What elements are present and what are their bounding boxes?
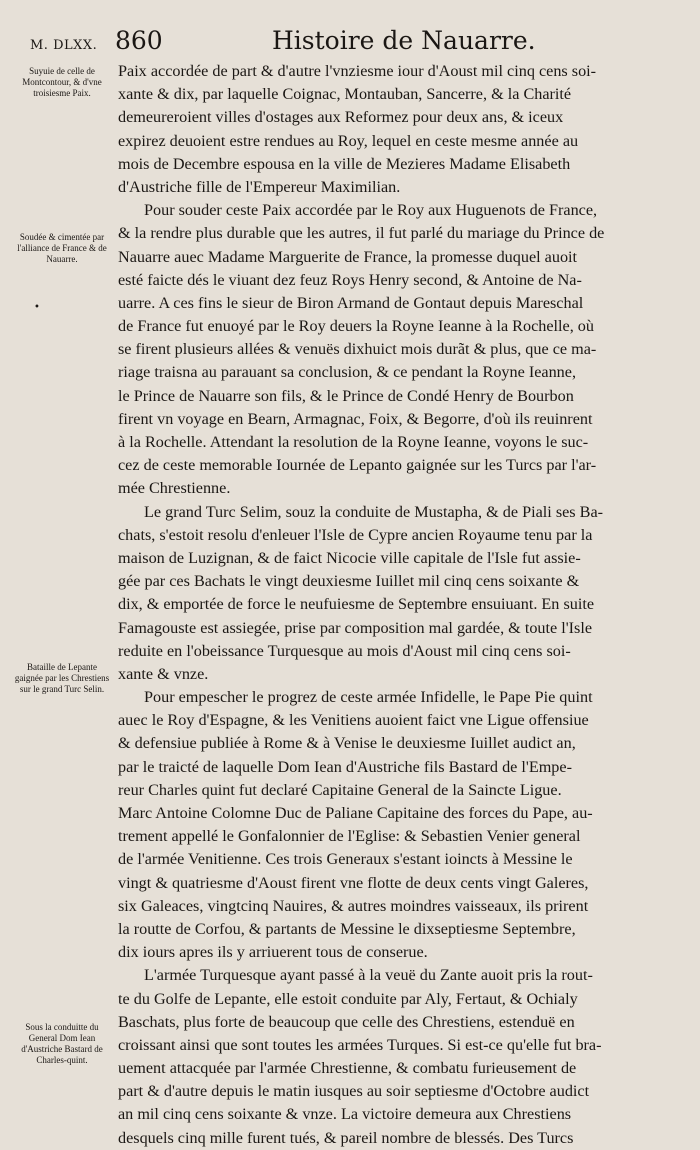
text-line: riage traisna au parauant sa conclusion, & ce pendant la Royne Ieanne, (118, 363, 577, 382)
main-text (118, 60, 700, 1150)
text-line: Marc Antoine Colomne Duc de Paliane Capitaine des forces du Pape, au- (118, 804, 593, 822)
text-line: expirez deuoient estre rendues au Roy, lequel en ceste mesme année au (118, 131, 579, 150)
text-line: Famagouste est assiegée, prise par composition mal gardée, & toute l'Isle (118, 618, 593, 637)
text-line: mois de Decembre espousa en la ville de Mezieres Madame Elisabeth (118, 154, 571, 173)
page-number: 860 (115, 26, 163, 55)
text-line: six Galeaces, vingtcinq Nauires, & autres moindres vaisseaux, ils prirent (118, 896, 589, 915)
running-title: Histoire de Nauarre. (272, 26, 536, 55)
sidenote-montcontour: Suyuie de celle de Montcontour, & d'vne troisiesme Paix. (22, 66, 102, 98)
text-line: xante & vnze. (118, 664, 209, 683)
text-line: mée Chrestienne. (118, 479, 231, 498)
text-line: firent vn voyage en Bearn, Armagnac, Foix, & Begorre, d'où ils reuinrent (118, 409, 593, 428)
text-line: trement appellé le Gonfalonnier de l'Eglise: & Sebastien Venier general (118, 827, 581, 846)
text-line: uarre. A ces fins le sieur de Biron Armand de Gontaut depuis Mareschal (118, 293, 584, 312)
text-line: & la rendre plus durable que les autres, il fut parlé du mariage du Prince de (118, 224, 605, 243)
sidenote-lepante: Bataille de Lepante gaignée par les Chrestiens sur le grand Turc Selin. (14, 662, 110, 694)
text-line: desquels cinq mille furent tués, & pareil nombre de blessés. Des Turcs (118, 1128, 574, 1147)
sidenote-dom-iean: Sous la conduitte du General Dom Iean d'Austriche Bastard de Charles-quint. (21, 1022, 103, 1065)
text-line: L'armée Turquesque ayant passé à la veuë du Zante auoit pris la rout- (144, 966, 593, 985)
text-line: dix, & emportée de force le neufuiesme de Septembre ensuiuant. En suite (118, 595, 595, 614)
sidenote-alliance: Soudée & cimentée par l'alliance de France & de Nauarre. (17, 232, 107, 264)
text-line: cez de ceste memorable Iournée de Lepanto gaignée sur les Turcs par l'ar- (118, 456, 597, 475)
text-line: an mil cinq cens soixante & vnze. La victoire demeura aux Chrestiens (118, 1105, 572, 1124)
text-line: gée par ces Bachats le vingt deuxiesme Iuillet mil cinq cens soixante & (118, 572, 580, 591)
text-line: Paix accordée de part & d'autre l'vnziesme iour d'Aoust mil cinq cens soi- (118, 62, 597, 80)
text-line: demeureroient villes d'ostages aux Reformez pour deux ans, & iceux (118, 108, 564, 127)
text-line: esté faicte dés le viuant dez feuz Roys Henry second, & Antoine de Na- (118, 270, 582, 289)
text-line: de France fut enuoyé par le Roy deuers la Royne Ieanne à la Rochelle, où (118, 317, 594, 336)
text-line: Baschats, plus forte de beaucoup que celle des Chrestiens, estenduë en (118, 1012, 575, 1031)
text-line: chats, s'estoit resolu d'enleuer l'Isle de Cypre ancien Royaume tenu par la (118, 525, 593, 544)
text-line: reduite en l'obeissance Turquesque au mois d'Aoust mil cinq cens soi- (118, 641, 571, 660)
text-line: part & d'autre depuis le matin iusques au soir septiesme d'Octobre audict (118, 1082, 590, 1101)
text-line: Pour souder ceste Paix accordée par le Roy aux Huguenots de France, (144, 201, 598, 220)
text-line: reur Charles quint fut declaré Capitaine General de la Saincte Ligue. (118, 780, 562, 799)
text-line: maison de Luzignan, & de faict Nicocie ville capitale de l'Isle fut assie- (118, 548, 581, 567)
text-line: xante & dix, par laquelle Coignac, Montauban, Sancerre, & la Charité (118, 85, 572, 104)
text-line: d'Austriche fille de l'Empereur Maximilian. (118, 177, 401, 196)
text-line: dix iours apres ils y arriuerent tous de conserue. (118, 943, 428, 962)
text-line: vingt & quatriesme d'Aoust firent vne flotte de deux cents vingt Galeres, (118, 873, 589, 892)
text-line: se firent plusieurs allées & venuës dixhuict mois durãt & plus, que ce ma- (118, 340, 597, 359)
text-line: la routte de Corfou, & partants de Messine le dixseptiesme Septembre, (118, 919, 576, 938)
page-header (0, 26, 700, 60)
text-line: à la Rochelle. Attendant la resolution de la Royne Ieanne, voyons le suc- (118, 433, 589, 451)
text-line: te du Golfe de Lepante, elle estoit conduite par Aly, Fertaut, & Ochialy (118, 989, 578, 1008)
text-line: par le traicté de laquelle Dom Iean d'Austriche fils Bastard de l'Empe- (118, 757, 572, 776)
text-line: croissant ainsi que sont toutes les armées Turques. Si est-ce qu'elle fut bra- (118, 1035, 602, 1054)
text-line: Pour empescher le progrez de ceste armée Infidelle, le Pape Pie quint (144, 688, 593, 707)
sidenote-bullet: • (34, 302, 40, 313)
text-line: Le grand Turc Selim, souz la conduite de Mustapha, & de Piali ses Ba- (144, 502, 604, 521)
year-marker: M. DLXX. (30, 38, 98, 53)
text-line: auec le Roy d'Espagne, & les Venitiens auoient faict vne Ligue offensiue (118, 711, 589, 730)
text-line: de l'armée Venitienne. Ces trois Generaux s'estant ioincts à Messine le (118, 850, 573, 869)
text-line: & defensiue publiée à Rome & à Venise le deuxiesme Iuillet audict an, (118, 734, 576, 753)
text-line: uement attacquée par l'armée Chrestienne, & combatu furieusement de (118, 1059, 577, 1078)
text-line: Nauarre auec Madame Marguerite de France, la promesse duquel auoit (118, 247, 578, 266)
text-line: le Prince de Nauarre son fils, & le Prince de Condé Henry de Bourbon (118, 386, 574, 405)
